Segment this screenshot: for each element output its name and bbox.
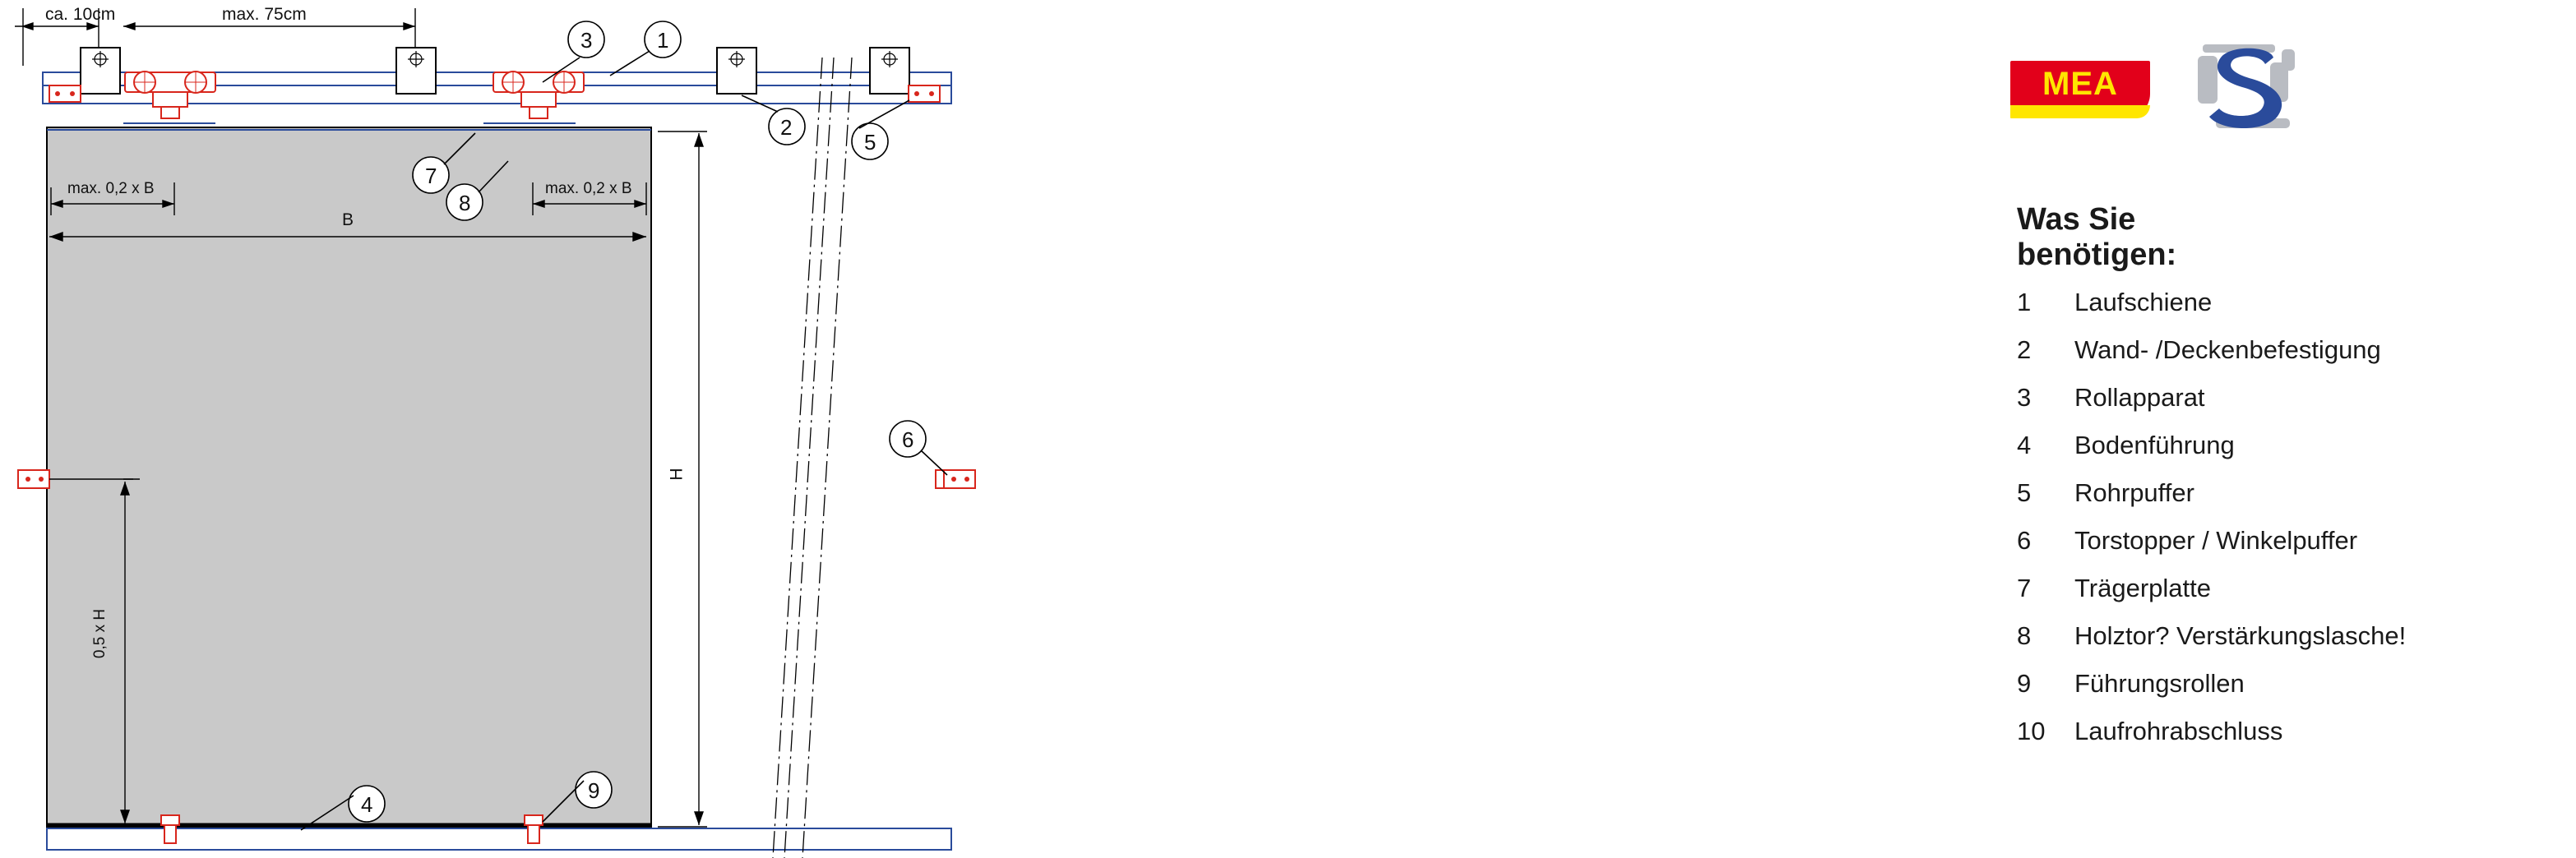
callout-3: 3 — [580, 28, 593, 53]
list-item — [2017, 717, 2576, 764]
list-item-label: Führungsrollen — [2074, 669, 2245, 698]
list-item — [2017, 669, 2576, 717]
parts-list — [2017, 288, 2576, 764]
list-item-number: 4 — [2017, 431, 2032, 459]
info-panel — [1007, 0, 2407, 858]
list-item-label: Laufrohrabschluss — [2074, 717, 2283, 745]
callout-4: 4 — [361, 792, 373, 817]
callout-2: 2 — [780, 115, 793, 140]
list-item — [2017, 574, 2576, 621]
list-item-label: Laufschiene — [2074, 288, 2213, 316]
dim-half-height: 0,5 x H — [91, 608, 109, 659]
list-item-number: 7 — [2017, 574, 2032, 602]
callout-8: 8 — [459, 191, 471, 215]
list-item — [2017, 383, 2576, 431]
dim-top-left: ca. 10cm — [45, 5, 116, 24]
list-item-label: Wand- /Deckenbefestigung — [2074, 335, 2381, 364]
dim-height-h: H — [667, 468, 687, 481]
callout-6: 6 — [902, 427, 914, 452]
list-item-number: 6 — [2017, 526, 2032, 555]
list-item-number: 9 — [2017, 669, 2032, 698]
list-item-label: Rollapparat — [2074, 383, 2205, 412]
mea-logo-text: MEA — [2042, 66, 2118, 102]
callout-1: 1 — [657, 28, 669, 53]
list-item — [2017, 621, 2576, 669]
list-item-number: 5 — [2017, 478, 2032, 507]
callout-7: 7 — [425, 164, 437, 188]
panel-title: Was Sie benötigen: — [2017, 202, 2177, 272]
list-item — [2017, 478, 2576, 526]
list-item-number: 3 — [2017, 383, 2032, 412]
mea-logo-bar — [2010, 105, 2150, 118]
list-item-label: Trägerplatte — [2074, 574, 2211, 602]
callout-5: 5 — [864, 130, 876, 155]
technical-drawing — [0, 0, 1007, 858]
list-item-label: Rohrpuffer — [2074, 478, 2194, 507]
dim-top-span: max. 75cm — [222, 5, 307, 24]
s-logo — [2191, 39, 2315, 138]
dim-width-b: B — [342, 210, 354, 229]
callout-9: 9 — [588, 778, 600, 803]
list-item-label: Holztor? Verstärkungslasche! — [2074, 621, 2407, 650]
list-item — [2017, 288, 2576, 335]
list-item-number: 2 — [2017, 335, 2032, 364]
list-item-number: 10 — [2017, 717, 2046, 745]
mea-logo — [2010, 61, 2150, 118]
list-item-number: 1 — [2017, 288, 2032, 316]
list-item-label: Bodenführung — [2074, 431, 2235, 459]
list-item — [2017, 335, 2576, 383]
list-item — [2017, 526, 2576, 574]
dim-left-offset: max. 0,2 x B — [67, 180, 155, 197]
dim-right-offset: max. 0,2 x B — [545, 180, 632, 197]
list-item — [2017, 431, 2576, 478]
list-item-number: 8 — [2017, 621, 2032, 650]
list-item-label: Torstopper / Winkelpuffer — [2074, 526, 2358, 555]
